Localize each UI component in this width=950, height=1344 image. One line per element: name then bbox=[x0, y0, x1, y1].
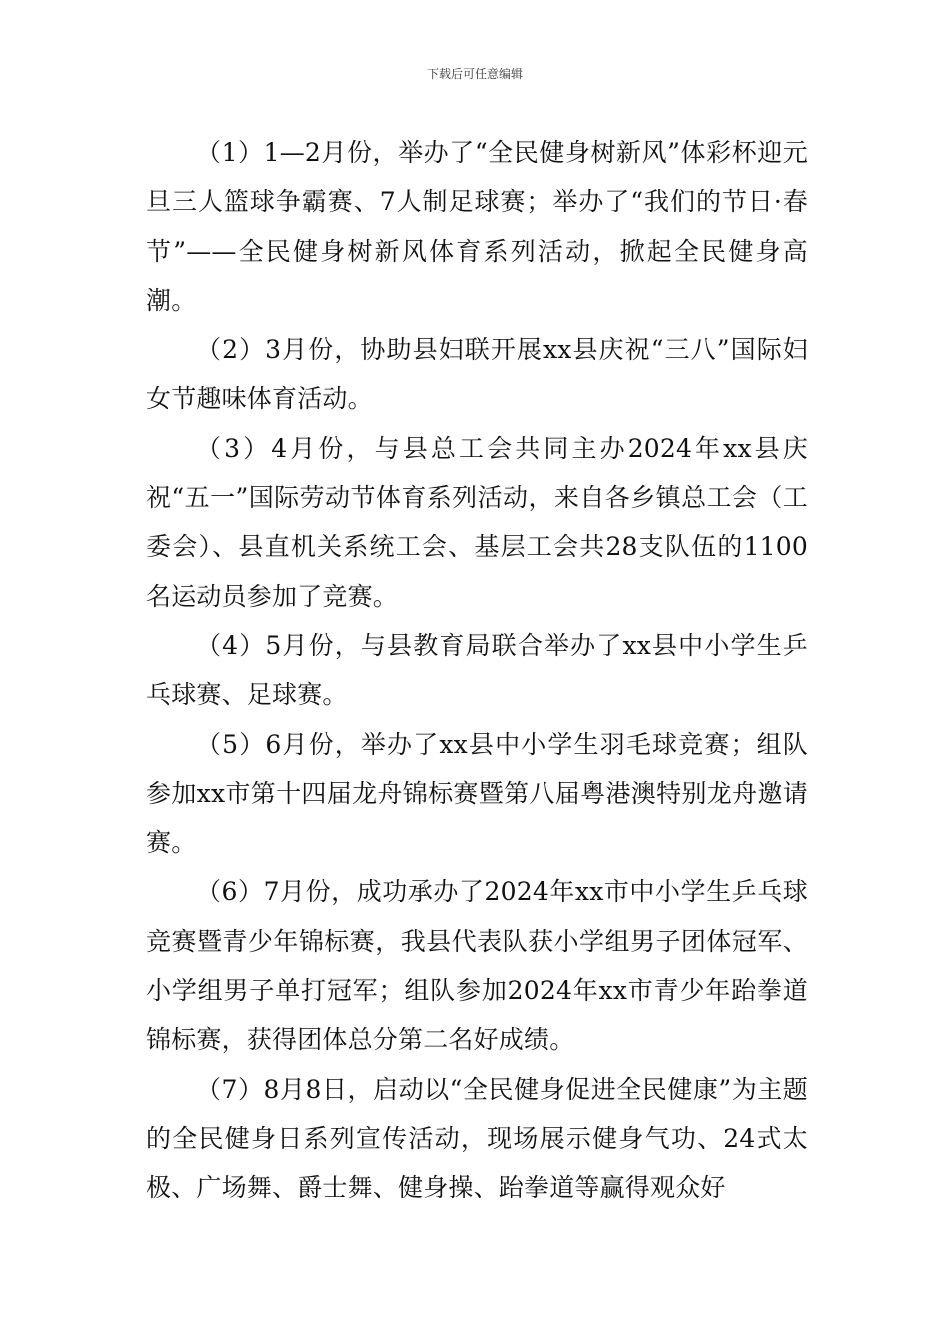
paragraph-4: （4）5月份，与县教育局联合举办了xx县中小学生乒乓球赛、足球赛。 bbox=[146, 630, 808, 710]
paragraph-2: （2）3月份，协助县妇联开展xx县庆祝“三八”国际妇女节趣味体育活动。 bbox=[146, 335, 808, 414]
paragraph-3: （3）4月份，与县总工会共同主办2024年xx县庆祝“五一”国际劳动节体育系列活动，来自各乡镇总工会（工委会）、县直机关系统工会、基层工会共28支队伍的1100名运动员参加了竞赛。 bbox=[146, 433, 808, 611]
page-header: 下载后可任意编辑 bbox=[426, 67, 523, 81]
paragraph-7: （7）8月8日，启动以“全民健身促进全民健康”为主题的全民健身日系列宣传活动，现场展示健身气功、24式太极、广场舞、爵士舞、健身操、跆拳道等赢得观众好 bbox=[146, 1074, 808, 1203]
document-body bbox=[146, 128, 808, 1213]
paragraph-5: （5）6月份，举办了xx县中小学生羽毛球竞赛；组队参加xx市第十四届龙舟锦标赛暨第八届粤港澳特别龙舟邀请赛。 bbox=[146, 729, 808, 858]
paragraph-6: （6）7月份，成功承办了2024年xx市中小学生乒乓球竞赛暨青少年锦标赛，我县代表队获小学组男子团体冠军、小学组男子单打冠军；组队参加2024年xx市青少年跆拳道锦标赛，获得团体总分第二名好成绩。 bbox=[146, 877, 808, 1055]
paragraph-1: （1）1—2月份，举办了“全民健身树新风”体彩杯迎元旦三人篮球争霸赛、7人制足球赛；举办了“我们的节日·春节”——全民健身树新风体育系列活动，掀起全民健身高潮。 bbox=[146, 138, 808, 315]
